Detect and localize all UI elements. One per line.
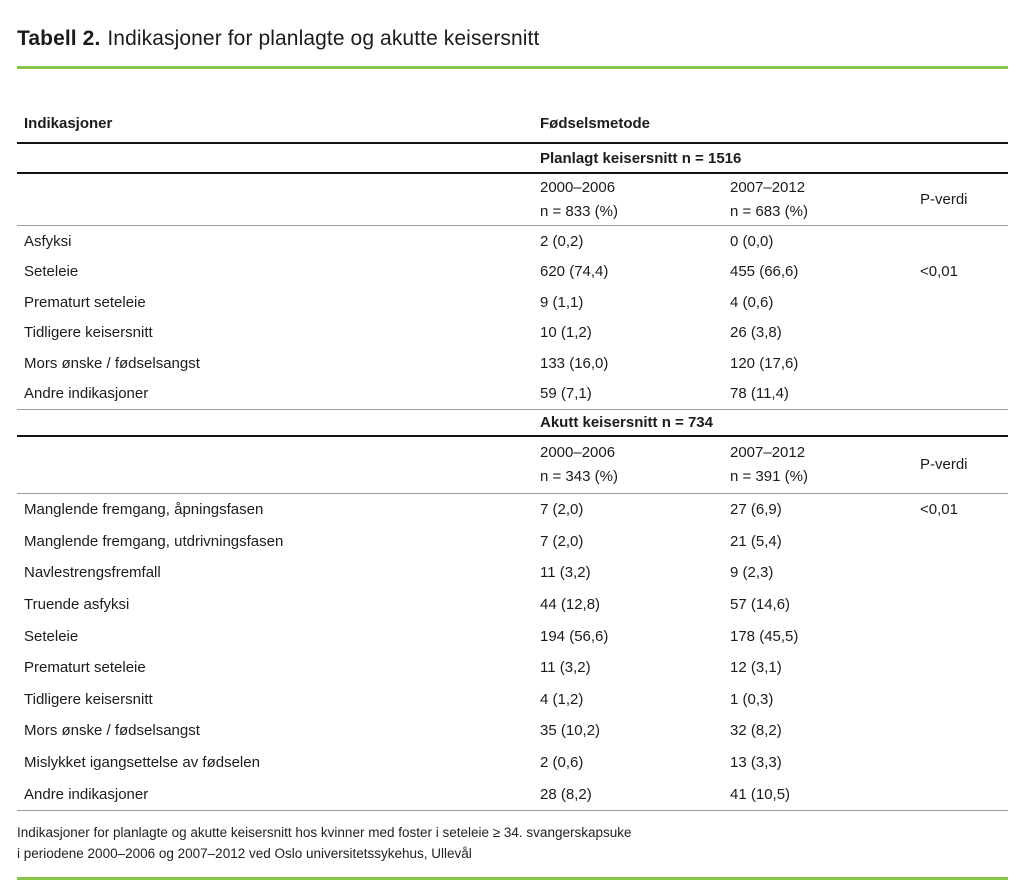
table-row [17, 652, 1008, 684]
table-row [17, 318, 1008, 349]
value-period2: 120 (17,6) [730, 354, 799, 372]
indication-label: Prematurt seteleie [24, 293, 146, 311]
table-footnote [0, 811, 1024, 877]
value-period1: 4 (1,2) [540, 690, 584, 708]
value-period2: 32 (8,2) [730, 722, 782, 740]
table-row [17, 379, 1008, 410]
value-period2: 0 (0,0) [730, 232, 774, 250]
value-period1: 7 (2,0) [540, 501, 584, 519]
value-period2: 9 (2,3) [730, 564, 774, 582]
indication-label: Mislykket igangsettelse av fødselen [24, 754, 260, 772]
table-caption [0, 0, 1024, 66]
table-row [17, 287, 1008, 318]
bottom-accent-divider [17, 877, 1008, 880]
indication-label: Tidligere keisersnitt [24, 690, 153, 708]
table-row [17, 589, 1008, 621]
indication-label: Truende asfyksi [24, 596, 130, 614]
value-period1: 11 (3,2) [540, 564, 591, 582]
section-header-planlagt [17, 144, 1008, 172]
value-period2: 41 (10,5) [730, 785, 791, 803]
value-period2: 455 (66,6) [730, 263, 799, 281]
period-header-2007-2012: 2007–2012 n = 391 (%) [730, 444, 808, 485]
indication-label: Seteleie [24, 263, 79, 281]
table-row [17, 348, 1008, 379]
value-period2: 26 (3,8) [730, 324, 782, 342]
period-header-row [17, 174, 1008, 225]
value-period2: 78 (11,4) [730, 385, 789, 403]
value-period1: 2 (0,6) [540, 754, 584, 772]
table-row [17, 778, 1008, 810]
table-header-row [17, 69, 1008, 142]
indication-label: Asfyksi [24, 232, 72, 250]
p-value: <0,01 [920, 501, 958, 519]
value-period1: 59 (7,1) [540, 385, 592, 403]
indication-label: Prematurt seteleie [24, 659, 146, 677]
table-row [17, 494, 1008, 526]
p-value: <0,01 [920, 263, 958, 281]
indication-label: Tidligere keisersnitt [24, 324, 153, 342]
value-period1: 620 (74,4) [540, 263, 609, 281]
table-row [17, 684, 1008, 716]
indication-label: Andre indikasjoner [24, 385, 149, 403]
table-row [17, 257, 1008, 288]
period-header-2000-2006: 2000–2006 n = 343 (%) [540, 444, 618, 485]
indication-label: Navlestrengsfremfall [24, 564, 161, 582]
p-value-header: P-verdi [920, 456, 968, 473]
footnote-line-2: i periodene 2000–2006 og 2007–2012 ved Oslo universitetssykehus, Ullevål [17, 845, 472, 861]
table-row [17, 715, 1008, 747]
value-period1: 10 (1,2) [540, 324, 592, 342]
value-period2: 178 (45,5) [730, 627, 799, 645]
table-row [17, 557, 1008, 589]
table-row [17, 526, 1008, 558]
value-period1: 2 (0,2) [540, 232, 584, 250]
table-row [17, 747, 1008, 779]
column-header-indikasjoner: Indikasjoner [24, 115, 113, 132]
indication-label: Andre indikasjoner [24, 785, 149, 803]
value-period2: 13 (3,3) [730, 754, 782, 772]
value-period1: 35 (10,2) [540, 722, 601, 740]
value-period1: 44 (12,8) [540, 596, 601, 614]
table-row [17, 620, 1008, 652]
period-header-2007-2012: 2007–2012 n = 683 (%) [730, 178, 808, 220]
value-period1: 28 (8,2) [540, 785, 592, 803]
section-header-akutt [17, 410, 1008, 435]
indication-label: Mors ønske / fødselsangst [24, 354, 200, 372]
period-header-2000-2006: 2000–2006 n = 833 (%) [540, 178, 618, 220]
value-period2: 21 (5,4) [730, 532, 782, 550]
indication-label: Manglende fremgang, åpningsfasen [24, 501, 264, 519]
value-period2: 12 (3,1) [730, 659, 782, 677]
table-caption-text: Indikasjoner for planlagte og akutte keisersnitt [107, 27, 540, 50]
value-period2: 57 (14,6) [730, 596, 791, 614]
indication-label: Mors ønske / fødselsangst [24, 722, 200, 740]
footnote-line-1: Indikasjoner for planlagte og akutte keisersnitt hos kvinner med foster i seteleie ≥ 34. svangerskapsuke [17, 824, 632, 840]
table-row [17, 226, 1008, 257]
indication-label: Manglende fremgang, utdrivningsfasen [24, 532, 284, 550]
section-header-label: Planlagt keisersnitt n = 1516 [540, 149, 742, 167]
value-period1: 133 (16,0) [540, 354, 609, 372]
value-period2: 1 (0,3) [730, 690, 774, 708]
p-value-header: P-verdi [920, 190, 968, 208]
value-period1: 7 (2,0) [540, 532, 584, 550]
section-header-label: Akutt keisersnitt n = 734 [540, 414, 713, 431]
table-number: Tabell 2. [17, 27, 101, 50]
column-header-fodselsmetode: Fødselsmetode [540, 115, 651, 132]
value-period1: 11 (3,2) [540, 659, 591, 677]
value-period1: 194 (56,6) [540, 627, 609, 645]
period-header-row [17, 437, 1008, 493]
value-period2: 4 (0,6) [730, 293, 774, 311]
indication-label: Seteleie [24, 627, 79, 645]
value-period2: 27 (6,9) [730, 501, 782, 519]
value-period1: 9 (1,1) [540, 293, 584, 311]
